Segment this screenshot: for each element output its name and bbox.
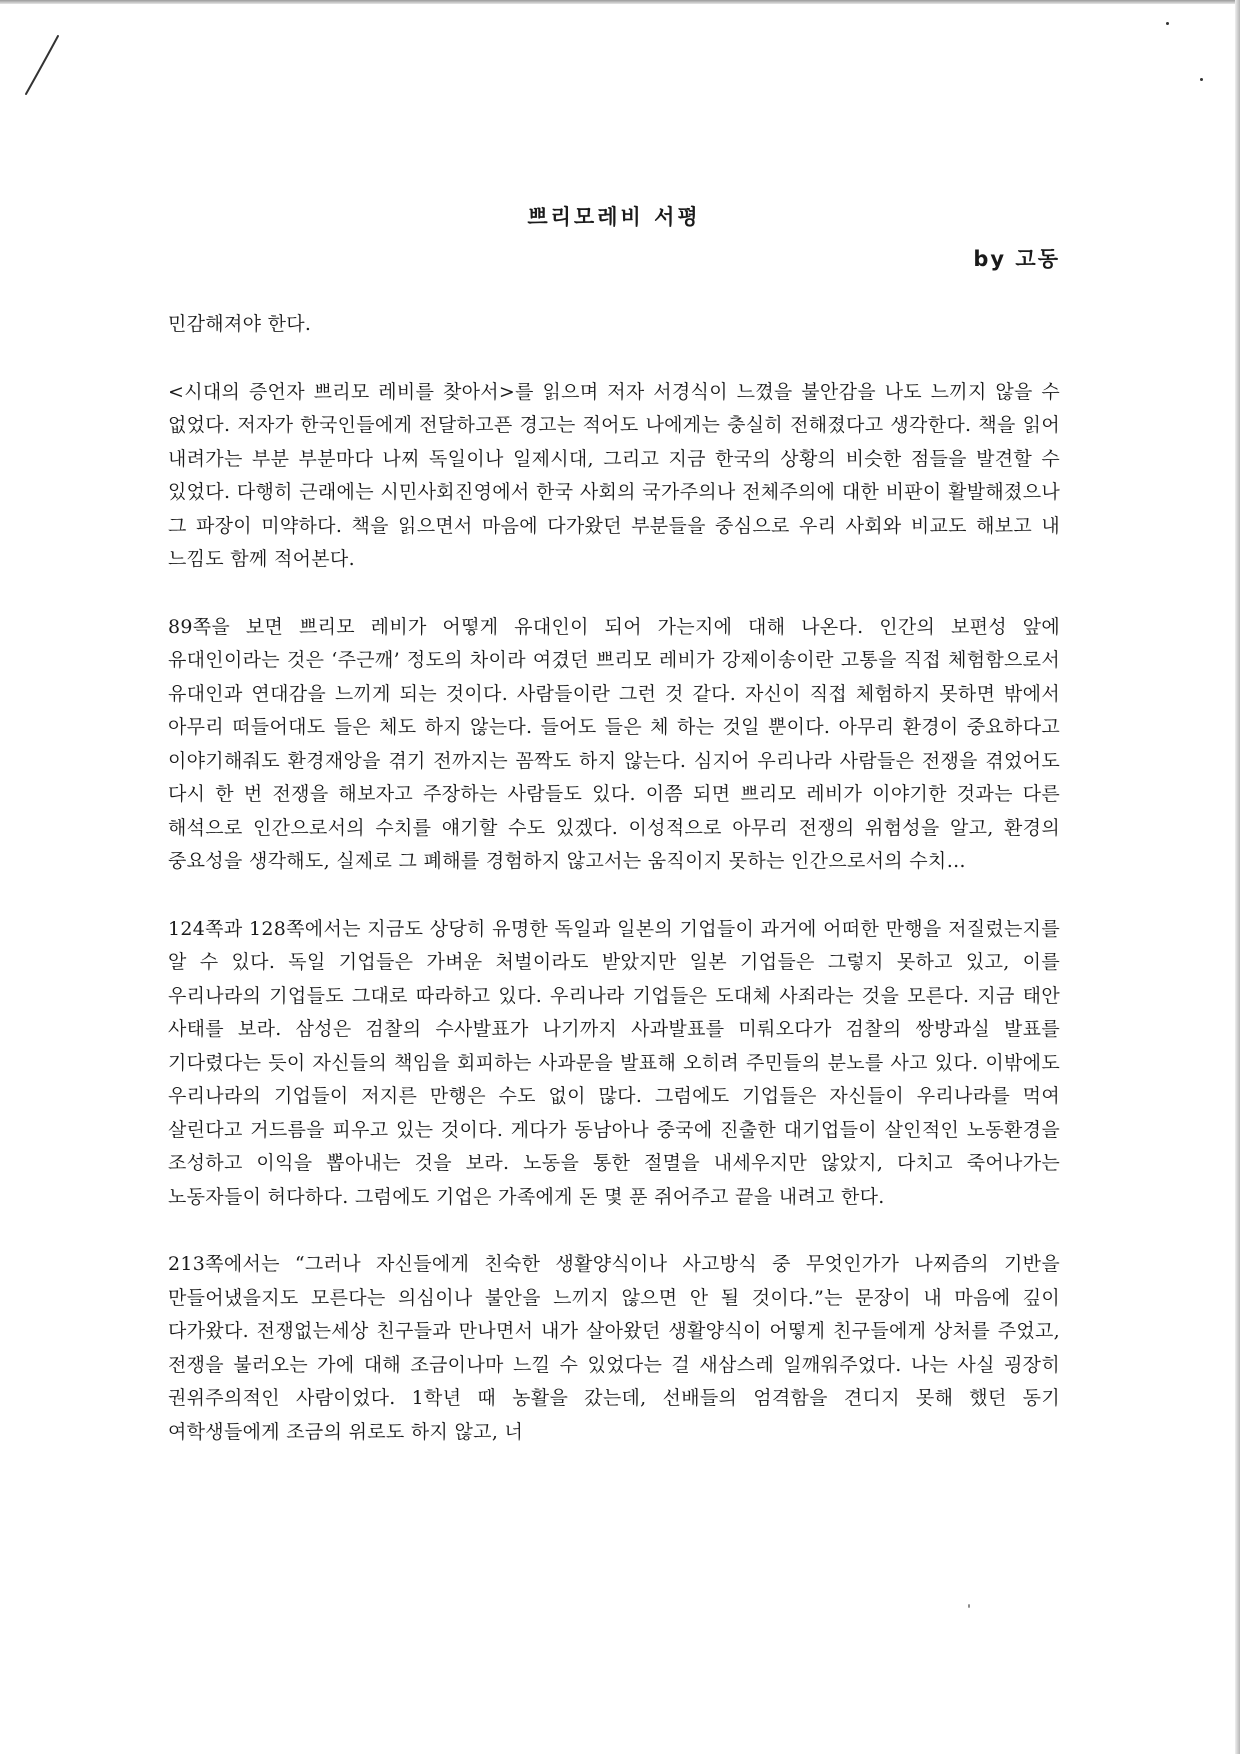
scan-edge-right	[1235, 0, 1240, 1754]
document-page	[168, 200, 1060, 1449]
scan-speck	[968, 1604, 970, 1608]
body-paragraph: <시대의 증언자 쁘리모 레비를 찾아서>를 읽으며 저자 서경식이 느꼈을 불안감을 나도 느끼지 않을 수 없었다. 저자가 한국인들에게 전달하고픈 경고는 적어도 나에게는 충실히 전해졌다고 생각한다. 책을 읽어 내려가는 부분 부분마다 나찌 독일이나 일제시대, 그리고 지금 한국의 상황의 비슷한 점들을 발견할 수 있었다. 다행히 근래에는 시민사회진영에서 한국 사회의 국가주의나 전체주의에 대한 비판이 활발해졌으나 그 파장이 미약하다. 책을 읽으면서 마음에 다가왔던 부분들을 중심으로 우리 사회와 비교도 해보고 내 느낌도 함께 적어본다.	[168, 380, 1060, 570]
scan-edge-top	[0, 0, 1240, 4]
scan-speck	[1200, 78, 1203, 81]
lead-sentence: 민감해져야 한다.	[168, 313, 312, 335]
body-paragraph: 124쪽과 128쪽에서는 지금도 상당히 유명한 독일과 일본의 기업들이 과거에 어떠한 만행을 저질렀는지를 알 수 있다. 독일 기업들은 가벼운 처벌이라도 받았지만 일본 기업들은 그렇지 못하고 있고, 이를 우리나라의 기업들도 그대로 따라하고 있다. 우리나라 기업들은 도대체 사죄라는 것을 모른다. 지금 태안 사태를 보라. 삼성은 검찰의 수사발표가 나기까지 사과발표를 미뤄오다가 검찰의 쌍방과실 발표를 기다렸다는 듯이 자신들의 책임을 회피하는 사과문을 발표해 오히려 주민들의 분노를 사고 있다. 이밖에도 우리나라의 기업들이 저지른 만행은 수도 없이 많다. 그럼에도 기업들은 자신들이 우리나라를 먹여 살린다고 거드름을 피우고 있는 것이다. 게다가 동남아나 중국에 진출한 대기업들이 살인적인 노동환경을 조성하고 이익을 뽑아내는 것을 보라. 노동을 통한 절멸을 내세우지만 않았지, 다치고 죽어나가는 노동자들이 허다하다. 그럼에도 기업은 가족에게 돈 몇 푼 쥐어주고 끝을 내려고 한다.	[168, 917, 1060, 1208]
scan-speck	[1166, 22, 1169, 25]
pen-stroke-mark	[20, 32, 66, 98]
body-paragraph: 89쪽을 보면 쁘리모 레비가 어떻게 유대인이 되어 가는지에 대해 나온다. 인간의 보편성 앞에 유대인이라는 것은 ‘주근깨’ 정도의 차이라 여겼던 쁘리모 레비가 강제이송이란 고통을 직접 체험함으로서 유대인과 연대감을 느끼게 되는 것이다. 사람들이란 그런 것 같다. 자신이 직접 체험하지 못하면 밖에서 아무리 떠들어대도 들은 체도 하지 않는다. 들어도 들은 체 하는 것일 뿐이다. 아무리 환경이 중요하다고 이야기해줘도 환경재앙을 겪기 전까지는 꼼짝도 하지 않는다. 심지어 우리나라 사람들은 전쟁을 겪었어도 다시 한 번 전쟁을 해보자고 주장하는 사람들도 있다. 이쯤 되면 쁘리모 레비가 이야기한 것과는 다른 해석으로 인간으로서의 수치를 얘기할 수도 있겠다. 이성적으로 아무리 전쟁의 위험성을 알고, 환경의 중요성을 생각해도, 실제로 그 폐해를 경험하지 않고서는 움직이지 못하는 인간으로서의 수치…	[168, 615, 1060, 872]
document-title: 쁘리모레비 서평	[527, 205, 701, 229]
document-author: by 고동	[973, 247, 1060, 271]
body-paragraph: 213쪽에서는 “그러나 자신들에게 친숙한 생활양식이나 사고방식 중 무엇인가가 나찌즘의 기반을 만들어냈을지도 모른다는 의심이나 불안을 느끼지 않으면 안 될 것이다.”는 문장이 내 마음에 깊이 다가왔다. 전쟁없는세상 친구들과 만나면서 내가 살아왔던 생활양식이 어떻게 친구들에게 상처를 주었고, 전쟁을 불러오는 가에 대해 조금이나마 느낄 수 있었다는 걸 새삼스레 일깨워주었다. 나는 사실 굉장히 권위주의적인 사람이었다. 1학년 때 농활을 갔는데, 선배들의 엄격함을 견디지 못해 했던 동기 여학생들에게 조금의 위로도 하지 않고, 너	[168, 1253, 1060, 1443]
